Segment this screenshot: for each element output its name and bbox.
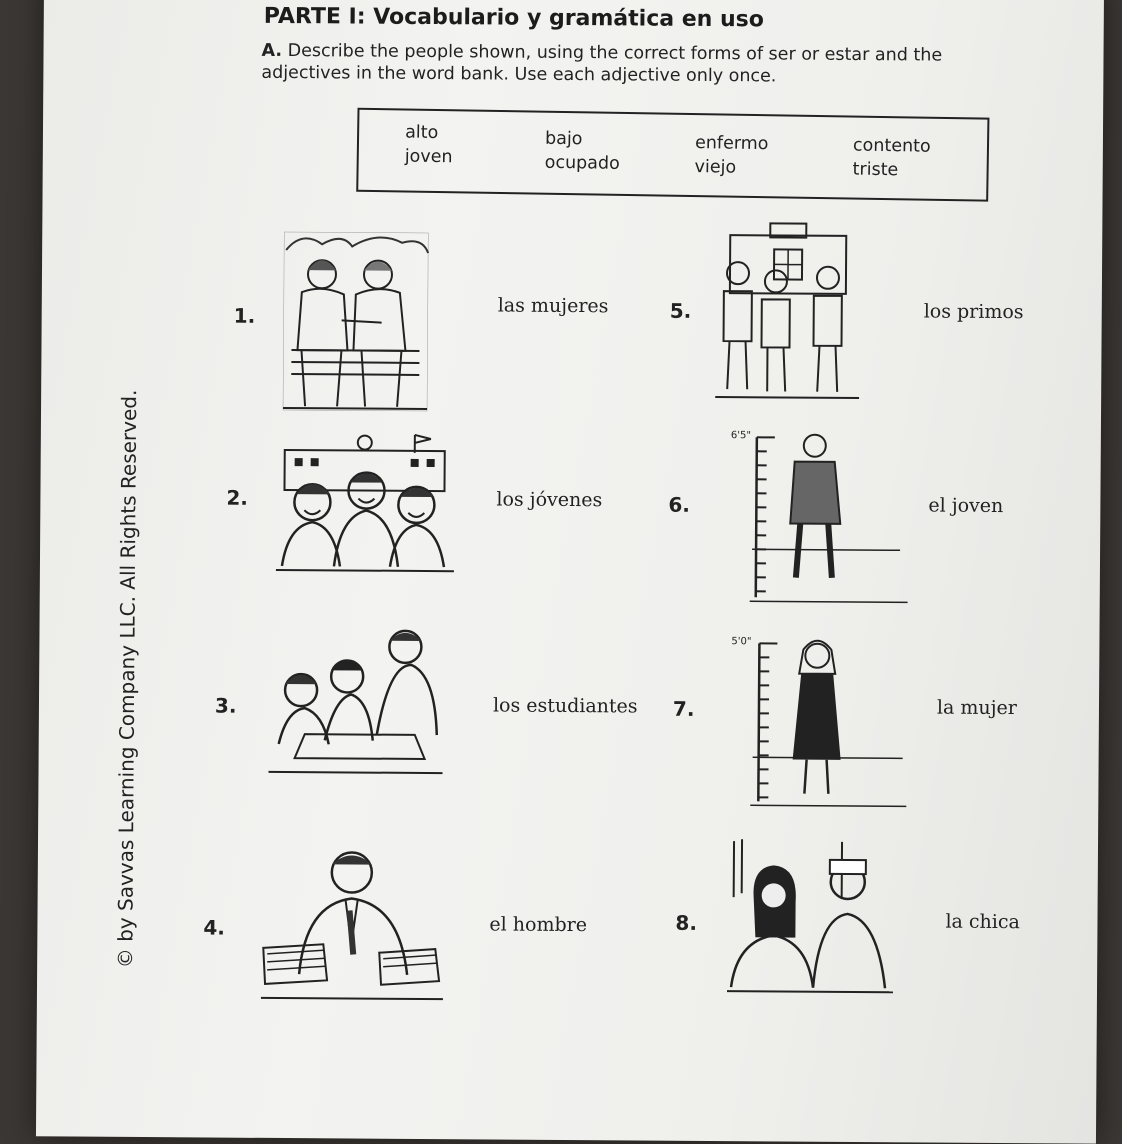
item-number: 8. [675,910,698,935]
item-number: 5. [669,298,692,323]
word-bank-word: joven [404,146,453,168]
item-label: las mujeres [497,294,609,318]
boys-in-front-of-school-illustration [715,221,860,400]
worksheet-page [36,0,1104,1144]
item-label: los estudiantes [492,694,638,718]
copyright-notice: © by Savvas Learning Company LLC. All Rights Reserved. [113,389,142,969]
word-bank [356,108,989,202]
short-woman-illustration [730,633,911,810]
height-mark-text: 5'0" [731,636,752,648]
three-smiling-teens-illustration [274,430,457,573]
instructions [261,40,1001,89]
item-number: 2. [226,485,249,510]
item-number: 7. [672,696,695,721]
item-label: los primos [923,300,1024,324]
height-mark-text: 6'5" [730,430,751,442]
word-bank-word: viejo [694,157,737,178]
item-label: el hombre [489,913,588,937]
word-bank-word: ocupado [544,152,620,174]
item-label: el joven [928,494,1004,518]
man-with-paper-stacks-illustration [259,844,446,1003]
word-bank-word: bajo [544,128,583,150]
word-bank-word: triste [852,159,899,181]
instruction-text: Describe the people shown, using the correct forms of ser or estar and the adjectives in the word bank. Use each adjective only once. [261,41,943,87]
instruction-letter: A. [261,40,283,61]
word-bank-word: enfermo [694,133,769,155]
item-label: los jóvenes [496,488,603,512]
item-number: 1. [233,303,256,328]
item-number: 3. [214,693,237,718]
item-label: la chica [945,910,1020,934]
two-old-women-illustration [281,230,430,413]
tall-young-man-illustration [730,427,909,604]
item-number: 6. [668,492,690,517]
sick-girl-with-nurse-illustration [725,837,896,994]
word-bank-word: contento [852,135,931,157]
students-at-desk-illustration [264,624,445,775]
item-label: la mujer [936,696,1017,720]
item-number: 4. [203,915,226,940]
word-bank-word: alto [404,122,439,144]
section-title: PARTE I: Vocabulario y gramática en uso [263,3,765,33]
